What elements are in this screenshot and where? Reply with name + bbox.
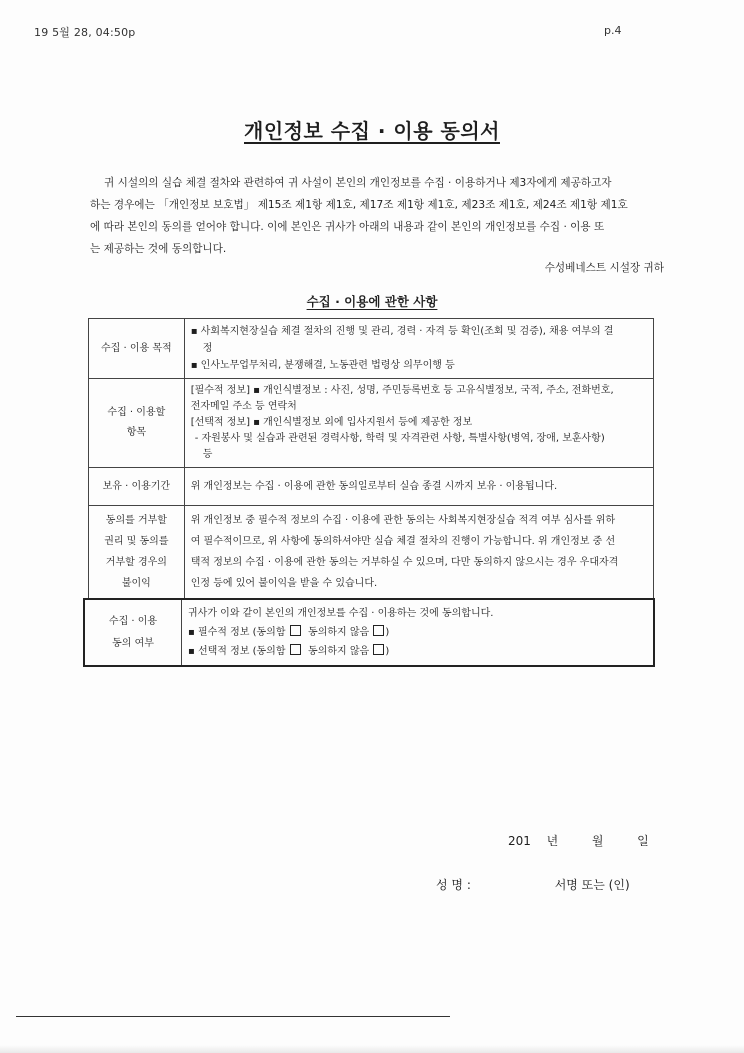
items-line: [선택적 정보] ▪ 개인식별정보 외에 입사지원서 등에 제공한 정보 — [190, 417, 473, 428]
date-line — [508, 832, 649, 849]
refusal-label-line: 불이익 — [121, 578, 151, 589]
consent-label — [84, 599, 182, 666]
refusal-content — [184, 506, 653, 599]
required-prefix: ▪ 필수적 정보 ( — [188, 627, 257, 638]
items-line: - 자원봉사 및 실습과 관련된 경력사항, 학력 및 자격관련 사항, 특별사항(병역, 장애, 보훈사항) — [194, 433, 605, 444]
required-disagree-checkbox[interactable] — [373, 625, 384, 636]
date-day-unit: 일 — [637, 834, 649, 848]
period-label: 보유 · 이용기간 — [89, 468, 185, 506]
consent-content — [182, 599, 655, 666]
optional-prefix: ▪ 선택적 정보 ( — [188, 646, 257, 657]
refusal-label-line: 거부할 경우의 — [105, 557, 167, 568]
required-consent-option — [188, 623, 647, 642]
required-agree-checkbox[interactable] — [290, 625, 301, 636]
info-table — [88, 318, 654, 599]
consent-label-line: 동의 여부 — [112, 637, 154, 649]
purpose-label: 수집 · 이용 목적 — [89, 319, 185, 379]
purpose-line: ▪ 인사노무업무처리, 분쟁해결, 노동관련 법령상 의무이행 등 — [190, 360, 455, 371]
refusal-label-line: 동의를 거부할 — [105, 515, 167, 526]
consent-row — [84, 599, 654, 666]
items-label — [89, 379, 185, 468]
name-label: 성 명 : — [436, 878, 471, 892]
items-line: 전자메일 주소 등 연락처 — [190, 401, 297, 412]
refusal-label-line: 권리 및 동의를 — [104, 536, 169, 547]
refusal-line: 택적 정보의 수집 · 이용에 관한 동의는 거부하실 수 있으며, 다만 동의하지 않으시는 경우 우대자격 — [190, 557, 619, 568]
intro-line: 에 따라 본인의 동의를 얻어야 합니다. 이에 본인은 귀사가 아래의 내용과 같이 본인의 개인정보를 수집 · 이용 또 — [90, 221, 605, 233]
required-suffix: ) — [385, 627, 390, 638]
fax-timestamp: 19 5월 28, 04:50p — [34, 26, 136, 39]
optional-consent-option — [188, 642, 647, 661]
purpose-line: 정 — [202, 343, 213, 354]
purpose-line: ▪ 사회복지현장실습 체결 절차의 진행 및 관리, 경력 · 자격 등 확인(조회 및 검증), 채용 여부의 결 — [190, 326, 614, 337]
table-row-items — [89, 379, 654, 468]
items-line: [필수적 정보] ▪ 개인식별정보 : 사진, 성명, 주민등록번호 등 고유식별정보, 국적, 주소, 전화번호, — [190, 385, 614, 396]
section-title-text: 수집 · 이용에 관한 사항 — [306, 294, 438, 309]
intro-line: 하는 경우에는 「개인정보 보호법」 제15조 제1항 제1호, 제17조 제1항 제1호, 제23조 제1호, 제24조 제1항 제1호 — [90, 199, 628, 211]
addressee: 수성베네스트 시설장 귀하 — [544, 262, 664, 274]
purpose-content — [184, 319, 653, 379]
optional-agree-label: 동의함 — [256, 646, 286, 657]
table-row-refusal — [89, 506, 654, 599]
document-title — [0, 115, 744, 144]
optional-suffix: ) — [385, 646, 390, 657]
signature-line — [436, 876, 630, 893]
document-title-text: 개인정보 수집 · 이용 동의서 — [244, 119, 500, 143]
consent-statement: 귀사가 이와 같이 본인의 개인정보를 수집 · 이용하는 것에 동의합니다. — [188, 608, 494, 619]
period-content: 위 개인정보는 수집 · 이용에 관한 동의일로부터 실습 종결 시까지 보유 · 이용됩니다. — [184, 468, 653, 506]
items-line: 등 — [202, 449, 213, 460]
optional-disagree-label: 동의하지 않음 — [308, 646, 370, 657]
scan-edge-shadow — [0, 1045, 744, 1053]
signature-field[interactable]: 서명 또는 (인) — [554, 878, 630, 892]
optional-disagree-checkbox[interactable] — [373, 644, 384, 655]
required-disagree-label: 동의하지 않음 — [308, 627, 370, 638]
intro-line: 는 제공하는 것에 동의합니다. — [90, 243, 227, 255]
optional-agree-checkbox[interactable] — [290, 644, 301, 655]
intro-paragraph — [90, 172, 662, 260]
items-content — [184, 379, 653, 468]
date-month-unit: 월 — [591, 834, 604, 848]
items-label-line: 항목 — [126, 427, 147, 438]
intro-line: 귀 시설의의 실습 체결 절차와 관련하여 귀 사설이 본인의 개인정보를 수집 · 이용하거나 제3자에게 제공하고자 — [104, 177, 612, 189]
fax-page-number: p.4 — [604, 24, 622, 37]
refusal-line: 인정 등에 있어 불이익을 받을 수 있습니다. — [190, 578, 378, 589]
table-row-purpose — [89, 319, 654, 379]
required-agree-label: 동의함 — [256, 627, 286, 638]
refusal-line: 여 필수적이므로, 위 사항에 동의하셔야만 실습 체결 절차의 진행이 가능합니다. 위 개인정보 중 선 — [190, 536, 616, 547]
section-title — [0, 292, 744, 310]
table-row-period — [89, 468, 654, 506]
items-label-line: 수집 · 이용할 — [107, 407, 166, 418]
date-year-unit: 년 — [546, 834, 559, 848]
refusal-line: 위 개인정보 중 필수적 정보의 수집 · 이용에 관한 동의는 사회복지현장실습 적격 여부 심사를 위하 — [190, 515, 616, 526]
consent-label-line: 수집 · 이용 — [108, 615, 158, 627]
bottom-divider — [16, 1016, 450, 1017]
date-year: 201 — [508, 834, 531, 848]
consent-table — [83, 598, 655, 667]
refusal-label — [89, 506, 185, 599]
